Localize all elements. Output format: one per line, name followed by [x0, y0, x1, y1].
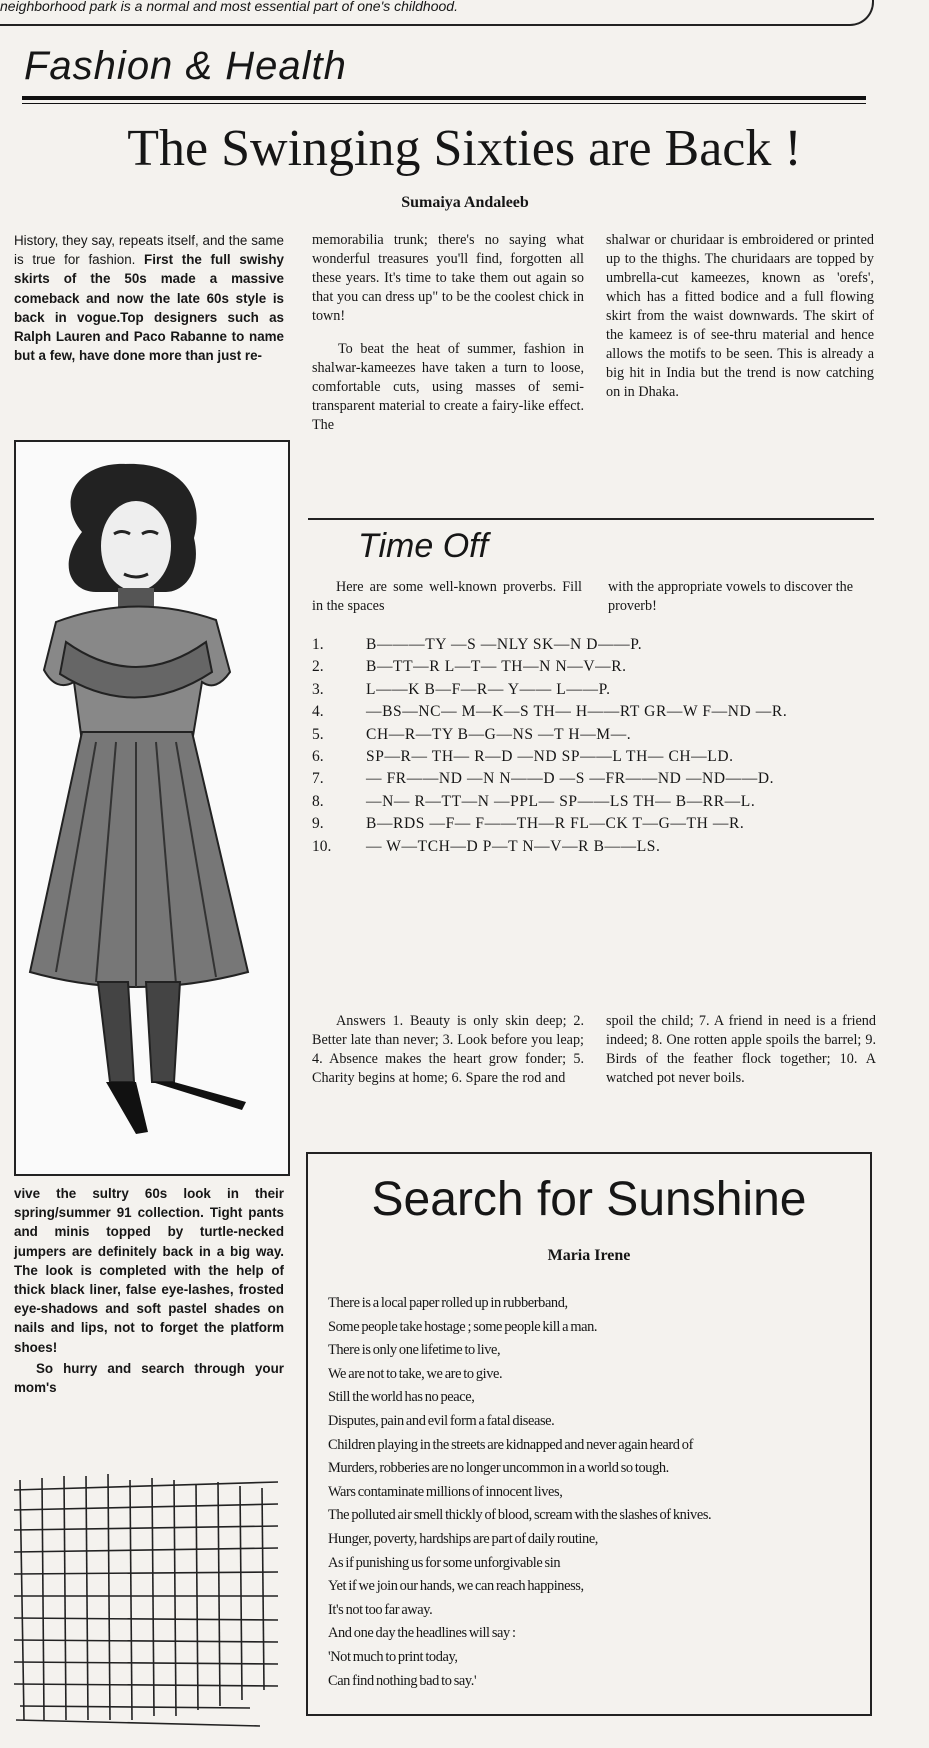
poem-line: It's not too far away.	[328, 1601, 433, 1618]
article-col2-p1: memorabilia trunk; there's no saying what wonderful treasures you'll find, forgotten all these years. It's time to take them out again so that you can dress up" to be the coolest chick in town!	[312, 232, 584, 324]
fashion-illustration	[14, 440, 290, 1176]
proverb-text: SP—R— TH— R—D —ND SP——L TH— CH—LD.	[366, 748, 734, 766]
article-byline: Sumaiya Andaleeb	[401, 194, 529, 211]
proverb-text: —N— R—TT—N —PPL— SP——LS TH— B—RR—L.	[366, 792, 756, 810]
proverb-number: 1.	[312, 636, 324, 653]
proverb-list	[312, 634, 878, 858]
poem-title: Search for Sunshine	[371, 1173, 807, 1226]
proverb-text: — W—TCH—D P—T N—V—R B——LS.	[366, 837, 661, 855]
poem-line: Still the world has no peace,	[328, 1389, 475, 1406]
proverb-item	[312, 656, 878, 678]
poem-line: We are not to take, we are to give.	[328, 1365, 503, 1382]
poem-line: And one day the headlines will say :	[328, 1625, 516, 1642]
poem-line: 'Not much to print today,	[328, 1648, 458, 1665]
proverb-number: 7.	[312, 770, 324, 788]
section-rule-thin	[22, 103, 866, 104]
answers-right: spoil the child; 7. A friend in need is a friend indeed; 8. One rotten apple spoils the barrel; 9. Birds of the feather flock together; 10. A watched pot never boils.	[606, 1013, 876, 1086]
article-column-1-continued	[14, 1184, 284, 1397]
poem-line: Children playing in the streets are kidnapped and never again heard of	[328, 1436, 693, 1453]
poem-byline: Maria Irene	[547, 1247, 631, 1264]
poem-line: Murders, robberies are no longer uncommon in a world so tough.	[328, 1460, 669, 1477]
proverb-item	[312, 679, 878, 701]
proverb-item	[312, 836, 878, 858]
article-col1-lead: History, they say, repeats itself, and the same is true for fashion.	[14, 233, 284, 268]
proverb-text: L——K B—F—R— Y—— L——P.	[366, 680, 611, 698]
proverb-text: CH—R—TY B—G—NS —T H—M—.	[366, 725, 632, 743]
proverb-number: 4.	[312, 703, 324, 721]
proverb-text: B———TY —S —NLY SK—N D——P.	[366, 636, 643, 653]
proverb-item	[312, 768, 878, 790]
crosshatch-sketch-icon	[10, 1470, 280, 1732]
proverb-number: 6.	[312, 748, 324, 766]
article-column-2	[312, 231, 584, 435]
time-off-rule	[308, 518, 874, 520]
proverb-text: B—RDS —F— F——TH—R FL—CK T—G—TH —R.	[366, 815, 745, 833]
article-col1-text	[14, 231, 284, 365]
proverb-item	[312, 813, 878, 835]
poem-line: As if punishing us for some unforgivable sin	[328, 1554, 561, 1571]
previous-article-snippet: neighborhood park is a normal and most essential part of one's childhood.	[0, 0, 458, 14]
woman-sketch-icon	[16, 442, 288, 1174]
proverb-item	[312, 701, 878, 723]
proverb-number: 9.	[312, 815, 324, 833]
proverb-number: 8.	[312, 792, 324, 810]
proverb-item	[312, 724, 878, 746]
poem-line: The polluted air smell thickly of blood, scream with the slashes of knives.	[328, 1507, 712, 1524]
poem-line: Some people take hostage ; some people kill a man.	[328, 1318, 598, 1335]
article-col3-text: shalwar or churidaar is embroidered or printed up to the thighs. The churidaars are topped by umbrella-cut kameezes, known as 'orefs', which has a fitted bodice and a full flowing skirt from the waist downwards. The skirt of the kameez is of see-thru material and hence allows the motifs to be seen. This is already a big hit in India but the trend is now catching on in Dhaka.	[606, 232, 874, 400]
answers-left: Answers 1. Beauty is only skin deep; 2. Better late than never; 3. Look before you leap; 4. Absence makes the heart grow fonder; 5. Charity begins at home; 6. Spare the rod and	[312, 1013, 584, 1086]
proverb-item	[312, 791, 878, 813]
article-col2-p2: To beat the heat of summer, fashion in shalwar-kameezes have taken a turn to loose, comfortable cuts, using masses of semi-transparent material to create a fairy-like effect. The	[312, 341, 584, 433]
proverb-text: —BS—NC— M—K—S TH— H——RT GR—W F—ND —R.	[366, 703, 788, 721]
article-col1-after-image: vive the sultry 60s look in their spring/summer 91 collection. Tight pants and minis topped by turtle-necked jumpers are definitely back in a big way. The look is completed with the help of thick black liner, false eye-lashes, frosted eye-shadows and soft pastel shades on nails and lips, not to forget the platform shoes!	[14, 1186, 284, 1355]
article-col1-last: So hurry and search through your mom's	[14, 1360, 284, 1396]
proverb-text: B—TT—R L—T— TH—N N—V—R.	[366, 658, 627, 676]
time-off-intro-left: Here are some well-known proverbs. Fill in the spaces	[312, 579, 582, 614]
article-headline: The Swinging Sixties are Back !	[127, 120, 802, 177]
article-column-1	[14, 231, 284, 365]
poem-line: Disputes, pain and evil form a fatal disease.	[328, 1412, 555, 1429]
proverb-text: — FR——ND —N N——D —S —FR——ND —ND——D.	[366, 770, 775, 788]
poem-line: Hunger, poverty, hardships are part of daily routine,	[328, 1530, 599, 1547]
poem-line: Can find nothing bad to say.'	[328, 1672, 477, 1689]
proverb-number: 3.	[312, 680, 324, 698]
poem-line: Yet if we join our hands, we can reach happiness,	[328, 1578, 584, 1595]
proverb-item	[312, 746, 878, 768]
proverb-item	[312, 634, 878, 656]
proverb-number: 10.	[312, 837, 332, 855]
proverb-number: 2.	[312, 658, 324, 676]
article-col1-body: First the full swishy skirts of the 50s made a massive comeback and now the late 60s style is back in vogue.Top designers such as Ralph Lauren and Paco Rabanne to name but a few, have done more than just re-	[14, 252, 284, 364]
section-rule	[22, 96, 866, 100]
time-off-intro-right: with the appropriate vowels to discover the proverb!	[608, 579, 854, 614]
grid-sketch	[10, 1470, 280, 1732]
section-title: Fashion & Health	[24, 44, 347, 88]
article-column-3	[606, 231, 874, 402]
time-off-title: Time Off	[358, 527, 489, 565]
poem-line: There is a local paper rolled up in rubberband,	[328, 1295, 568, 1311]
poem-line: There is only one lifetime to live,	[328, 1342, 501, 1359]
proverb-number: 5.	[312, 725, 324, 743]
poem-body	[328, 1292, 862, 1693]
poem-line: Wars contaminate millions of innocent lives,	[328, 1483, 563, 1500]
